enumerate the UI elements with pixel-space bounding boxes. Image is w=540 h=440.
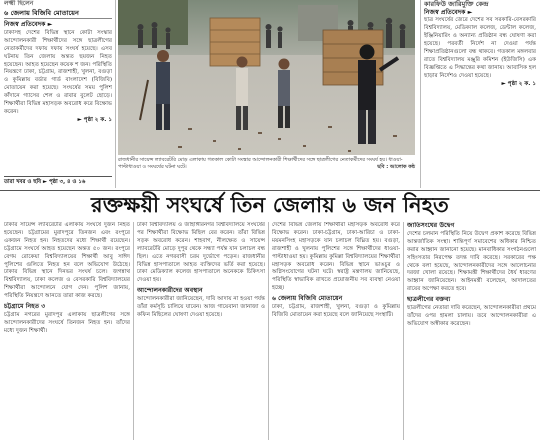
- column-2-subhead: আন্দোলনকারীদের অবস্থান: [137, 287, 203, 295]
- column-1-subhead: চট্টগ্রামে নিহত ৩: [4, 303, 46, 311]
- top-left-article: [4, 0, 112, 188]
- column-3-body: দেশের বিভিন্ন জেলায় শিক্ষার্থীরা মহাসড়ক অবরোধ করে বিক্ষোভ করেন। ঢাকা-চট্টগ্রাম, ঢাকা-আরিচা ও ঢাকা-ময়মনসিংহ মহাসড়কে যান চলাচল বিঘ্নিত হয়। বগুড়া, রাজশাহী ও খুলনায় পুলিশের সঙ্গে শিক্ষার্থীদের ধাওয়া-পাল্টাধাওয়া হয়। কুমিল্লায় কুমিল্লা বিশ্ববিদ্যালয়ের শিক্ষার্থীরা মহাসড়ক অবরোধ করেন। বিভিন্ন স্থানে ভাঙচুর ও অগ্নিসংযোগের ঘটনা ঘটে। স্বরাষ্ট্র মন্ত্রণালয় জানিয়েছে, পরিস্থিতি স্বাভাবিক রাখতে প্রয়োজনীয় সব ব্যবস্থা নেওয়া হচ্ছে।: [272, 222, 400, 292]
- column-4-subhead: জাতিসংঘের উদ্বেগ: [407, 222, 455, 229]
- top-left-title-1: লক্ষ্মী ছিলেন: [4, 0, 34, 7]
- main-headline: রক্তক্ষয়ী সংঘর্ষে তিন জেলায় ৬ জন নিহত: [91, 193, 449, 217]
- top-left-divider: [4, 176, 112, 177]
- column-3-tail: ঢাকা, চট্টগ্রাম, রাজশাহী, খুলনা, বগুড়া ও কুমিল্লায় বিজিবি মোতায়েন করা হয়েছে বলে জানিয়েছে সংস্থাটি।: [272, 304, 400, 318]
- photo-caption: [118, 157, 415, 171]
- col-rule-2: [420, 0, 421, 188]
- top-left-kicker: নিজস্ব প্রতিবেদক ►: [4, 21, 53, 28]
- story-column-2: [137, 222, 265, 440]
- story-column-4: [407, 222, 536, 440]
- top-left-body: ঢাকাসহ দেশের বিভিন্ন স্থানে কোটা সংস্কার আন্দোলনকারী শিক্ষার্থীদের সঙ্গে ছাত্রলীগের নেতাকর্মীদের দফায় দফায় সংঘর্ষ হয়েছে। এসব ঘটনায় তিন জেলায় অন্তত ছয়জন নিহত হয়েছেন। আহত হয়েছেন কয়েক শ জন। পরিস্থিতি নিয়ন্ত্রণে ঢাকা, চট্টগ্রাম, রাজশাহী, খুলনা, বগুড়া ও কুমিল্লায় বর্ডার গার্ড বাংলাদেশ (বিজিবি) মোতায়েন করা হয়েছে। সংঘর্ষের সময় পুলিশ কাঁদানে গ্যাসের শেল ও রাবার বুলেট ছোড়ে। শিক্ষার্থীরা বিভিন্ন মহাসড়ক অবরোধ করে বিক্ষোভ করেন।: [4, 29, 112, 115]
- column-4-tail: ছাত্রলীগের নেতারা দাবি করেছেন, আন্দোলনকারীরা প্রথমে তাঁদের ওপর হামলা চালায়। তবে আন্দোলনকারীরা এ অভিযোগ অস্বীকার করেছেন।: [407, 305, 536, 327]
- top-right-page-ref[interactable]: ► পৃষ্ঠা ২ ক. ১: [501, 80, 536, 87]
- top-left-title-2: ৬ জেলায় বিজিবি মোতায়েন: [4, 9, 112, 20]
- top-right-body: ছাত্র সংঘর্ষের জেরে দেশের সব সরকারি-বেসরকারি বিশ্ববিদ্যালয়, মেডিক্যাল কলেজ, ডেন্টাল কলেজ, ইঞ্জিনিয়ারিং ও অন্যান্য প্রতিষ্ঠান বন্ধ ঘোষণা করা হয়েছে। পরবর্তী নির্দেশ না দেওয়া পর্যন্ত শিক্ষাপ্রতিষ্ঠানগুলো বন্ধ থাকবে। গতকাল মঙ্গলবার রাতে বিশ্ববিদ্যালয় মঞ্জুরি কমিশন (ইউজিসি) এক বিজ্ঞপ্তিতে এ সিদ্ধান্তের কথা জানায়। আবাসিক হল ছাড়ার নির্দেশও দেওয়া হয়েছে।: [424, 17, 536, 79]
- column-1-tail: চট্টগ্রাম নগরের মুরাদপুর এলাকায় ছাত্রলীগের সঙ্গে আন্দোলনকারীদের সংঘর্ষে তিনজন নিহত হন। তাঁদের মধ্যে দুজন শিক্ষার্থী।: [4, 311, 130, 334]
- top-left-page-ref[interactable]: ► পৃষ্ঠা ২ ক. ১: [77, 116, 112, 123]
- photo-credit: ছবি : আলোক কন্ঠ: [377, 163, 415, 170]
- top-left-footer[interactable]: তারা খবর ও ছবি ► পৃষ্ঠা ৩, ৪ ও ১৬: [4, 179, 86, 185]
- story-column-3: [272, 222, 400, 440]
- top-right-title: কারফিউ জারিমুক্তি কেন্দ্র: [424, 0, 489, 8]
- story-column-1: [4, 222, 130, 440]
- column-1-body: ঢাকার সায়েন্স ল্যাবরেটরি এলাকায় সংঘর্ষে দুজন নিহত হয়েছেন। চট্টগ্রামের মুরাদপুরে তিনজন এবং রংপুরে একজন নিহত হন। নিহতদের মধ্যে শিক্ষার্থী রয়েছেন। চট্টগ্রামে সংঘর্ষে আহত হয়েছেন অন্তত ৫০ জন। রংপুরে বেগম রোকেয়া বিশ্ববিদ্যালয়ের শিক্ষার্থী আবু সাঈদ পুলিশের গুলিতে নিহত হন বলে অভিযোগ উঠেছে। ঢাকার বিভিন্ন স্থানে দিনভর সংঘর্ষ চলে। জগন্নাথ বিশ্ববিদ্যালয়, ঢাকা কলেজ ও বেসরকারি বিশ্ববিদ্যালয়ের শিক্ষার্থীরা আন্দোলনে যোগ দেন। পুলিশ জানায়, পরিস্থিতি নিয়ন্ত্রণে আনতে তারা কাজ করছে।: [4, 222, 130, 300]
- photo-caption-text: রাজধানীর সায়েন্স ল্যাবরেটরি মোড় এলাকায় গতকাল কোটা সংস্কার আন্দোলনকারী শিক্ষার্থীদের সঙ্গে ছাত্রলীগের নেতাকর্মীদের সংঘর্ষ হয়। ধাওয়া-পাল্টাধাওয়া ও সংঘর্ষের ঘটনা ঘটে।: [118, 157, 403, 170]
- column-4-body: দেশের চলমান পরিস্থিতি নিয়ে উদ্বেগ প্রকাশ করেছে বিভিন্ন আন্তর্জাতিক সংস্থা। শান্তিপূর্ণ সমাবেশের অধিকার নিশ্চিত করার আহ্বান জানানো হয়েছে। মানবাধিকার সংগঠনগুলো সহিংসতার নিরপেক্ষ তদন্ত দাবি করেছে। সরকারের পক্ষ থেকে বলা হয়েছে, আন্দোলনকারীদের সঙ্গে আলোচনার দরজা খোলা রয়েছে। শিক্ষামন্ত্রী শিক্ষার্থীদের ধৈর্য ধারণের আহ্বান জানিয়েছেন। আইনমন্ত্রী বলেছেন, আদালতের রায়ের অপেক্ষা করতে হবে।: [407, 230, 536, 293]
- col-rule-1: [115, 0, 116, 188]
- clash-photo: [118, 0, 415, 155]
- column-4-subhead-2: ছাত্রলীগের বক্তব্য: [407, 296, 451, 304]
- col-rule-4: [268, 222, 269, 440]
- col-rule-3: [133, 222, 134, 440]
- col-rule-5: [403, 222, 404, 440]
- top-right-kicker: নিজস্ব প্রতিবেদক ►: [424, 8, 473, 16]
- column-3-subhead: ৬ জেলায় বিজিবি মোতায়েন: [272, 295, 343, 303]
- top-right-article: [424, 0, 536, 188]
- headline-rule-top: [0, 190, 540, 191]
- column-2-tail: আন্দোলনকারীরা জানিয়েছেন, দাবি আদায় না হওয়া পর্যন্ত তাঁরা কর্মসূচি চালিয়ে যাবেন। আজ গায়েবানা জানাজা ও কফিন মিছিলের ঘোষণা দেওয়া হয়েছে।: [137, 296, 265, 318]
- column-2-body: ঢাকা বিশ্ববিদ্যালয় ও জাহাঙ্গীরনগর বিশ্ববিদ্যালয়ে সংঘর্ষের পর শিক্ষার্থীরা বিক্ষোভ মিছিল বের করেন। তাঁরা বিভিন্ন সড়ক অবরোধ করেন। শাহবাগ, নীলক্ষেত ও সায়েন্স ল্যাবরেটরি মোড়ে দুপুর থেকে সন্ধ্যা পর্যন্ত যান চলাচল বন্ধ ছিল। এতে নগরবাসী চরম দুর্ভোগে পড়েন। রাজধানীর বিভিন্ন হাসপাতালে আহত ব্যক্তিদের ভর্তি করা হয়েছে। ঢাকা মেডিক্যাল কলেজ হাসপাতালে অনেককে চিকিৎসা দেওয়া হয়।: [137, 222, 265, 284]
